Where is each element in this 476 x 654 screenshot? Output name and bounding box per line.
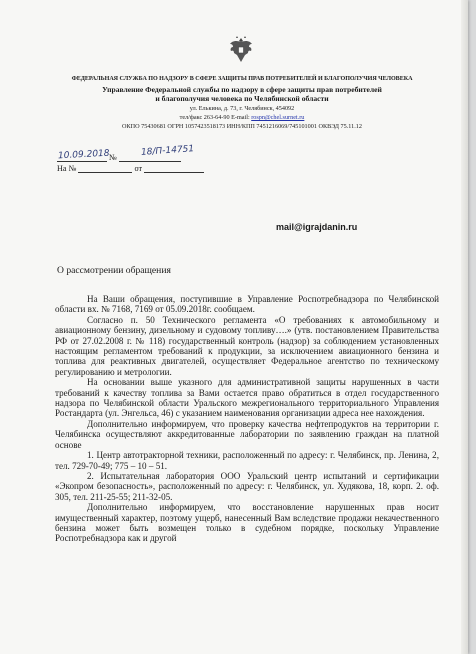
registration-line-2 — [57, 163, 204, 173]
body-paragraph: Дополнительно информируем, что восстановление нарушенных прав носит имущественный характер, поэтому ущерб, нанесенный Вам вследствие продажи некачественного бензина может быть возмещен только в судебном порядке, поскольку Управление Роспотребнадзора как и другой — [55, 502, 439, 544]
body-paragraph: 1. Центр автотракторной техники, расположенный по адресу: г. Челябинск, пр. Ленина, 2, тел. 729-70-49; 775 – 10 – 51. — [55, 450, 439, 471]
office-contacts — [56, 114, 428, 121]
agency-name: ФЕДЕРАЛЬНАЯ СЛУЖБА ПО НАДЗОРУ В СФЕРЕ ЗАЩИТЫ ПРАВ ПОТРЕБИТЕЛЕЙ И БЛАГОПОЛУЧИЯ ЧЕЛОВЕКА — [71, 76, 413, 82]
handwritten-number: 18/П-14751 — [140, 144, 195, 158]
office-codes: ОКПО 75430681 ОГРН 1057423518173 ИНН/КПП 7451216069/745101001 ОКВЭД 75.11.12 — [122, 123, 362, 130]
page-edge-shadow — [461, 0, 468, 654]
letter-subject: О рассмотрении обращения — [57, 265, 171, 276]
na-number-label: На № — [57, 164, 77, 173]
body-paragraph: 2. Испытательная лаборатория ООО Уральский центр испытаний и сертификации «Экопром безопасность», расположенный по адресу: г. Челябинск, ул. Худякова, 18, корп. 2. оф. 305, тел. 211-25-55; 211-32-05. — [55, 470, 439, 502]
office-address: ул. Елькина, д. 73, г. Челябинск, 454092 — [189, 105, 295, 112]
coat-of-arms-icon — [228, 35, 254, 65]
body-paragraph: Согласно п. 50 Технического регламента «О требованиях к автомобильному и авиационному бензину, дизельному и судовому топливу….» (утв. постановлением Правительства РФ от 27.02.2008 г. № 118) государственный контроль (надзор) за соблюдением установленных настоящим регламентом требований к продукции, за исключением авиационного бензина и топлива для реактивных двигателей, осуществляет Федеральное агентство по техническому регулированию и метрологии. — [55, 314, 439, 377]
letter-body — [55, 294, 439, 544]
number-label: № — [109, 153, 117, 162]
office-phone: тел/факс 263-64-90 E-mail: — [179, 114, 250, 121]
office-name-line1: Управление Федеральной службы по надзору в сфере защиты прав потребителей — [102, 85, 382, 94]
office-name-line2: и благополучия человека по Челябинской области — [155, 94, 329, 103]
body-paragraph: На Ваши обращения, поступившие в Управление Роспотребнадзора по Челябинской области вх. № 7168, 7169 от 05.09.2018г. сообщаем. — [55, 294, 439, 315]
handwritten-date: 10.09.2018 — [57, 148, 110, 162]
office-email: rospn@chel.surnet.ru — [251, 114, 305, 121]
body-paragraph: Дополнительно информируем, что проверку качества нефтепродуктов на территории г. Челябинска осуществляют аккредитованные лаборатории по заявлению граждан на платной основе — [55, 418, 439, 450]
body-paragraph: На основании выше указного для административной защиты нарушенных в части требований к качеству топлива за Вами остается право обратиться в отдел государственного надзора по Челябинской области Уральского межрегионального территориального Управления Ростандарта (ул. Энгельса, 46) с указанием наименования организации адреса нее нахождения. — [55, 377, 439, 419]
recipient-email: mail@igrajdanin.ru — [276, 222, 358, 232]
from-label: от — [134, 164, 143, 173]
